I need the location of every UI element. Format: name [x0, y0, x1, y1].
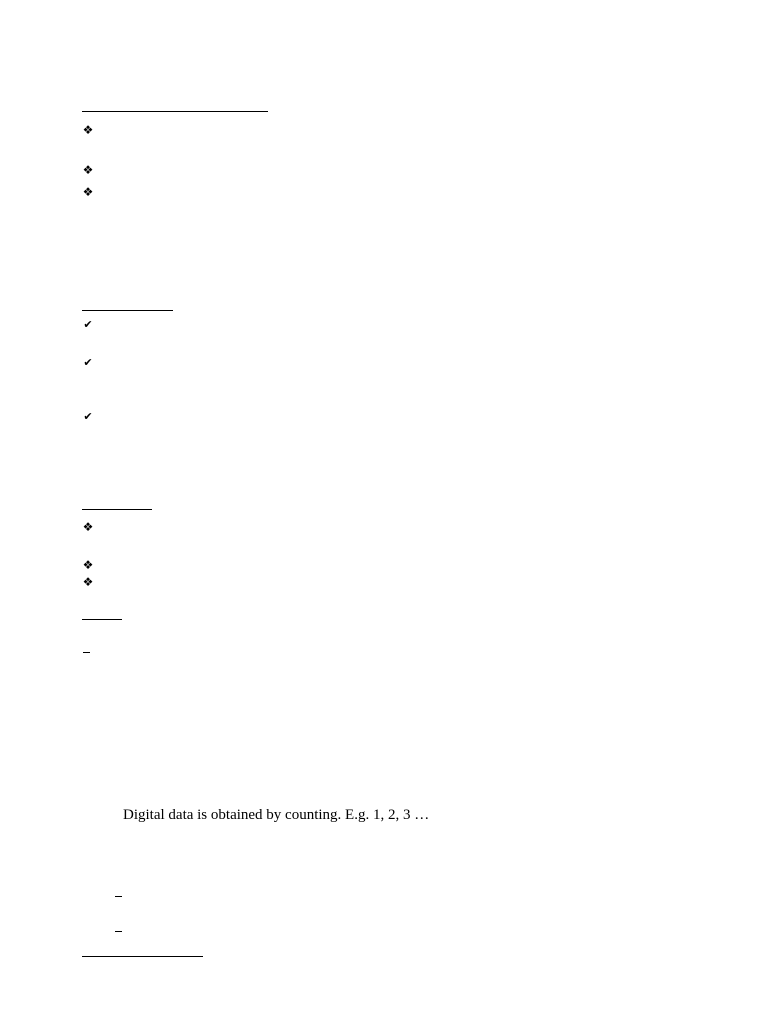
four-diamond-bullet-icon: ❖ [82, 575, 94, 589]
section-5-heading-underline [82, 956, 203, 957]
four-diamond-bullet-icon: ❖ [82, 163, 94, 177]
dash-bullet-icon [115, 931, 122, 932]
section-2-heading-underline [82, 310, 173, 311]
digital-data-sentence: Digital data is obtained by counting. E.g. 1, 2, 3 … [123, 807, 430, 823]
four-diamond-bullet-icon: ❖ [82, 123, 94, 137]
four-diamond-bullet-icon: ❖ [82, 185, 94, 199]
section-3-heading-underline [82, 509, 152, 510]
dash-bullet-icon [83, 652, 90, 653]
section-4-heading-underline [82, 619, 122, 620]
four-diamond-bullet-icon: ❖ [82, 558, 94, 572]
four-diamond-bullet-icon: ❖ [82, 520, 94, 534]
check-mark-icon: ✔ [83, 318, 93, 331]
dash-bullet-icon [115, 896, 122, 897]
check-mark-icon: ✔ [83, 410, 93, 423]
section-1-heading-underline [82, 111, 268, 112]
check-mark-icon: ✔ [83, 356, 93, 369]
